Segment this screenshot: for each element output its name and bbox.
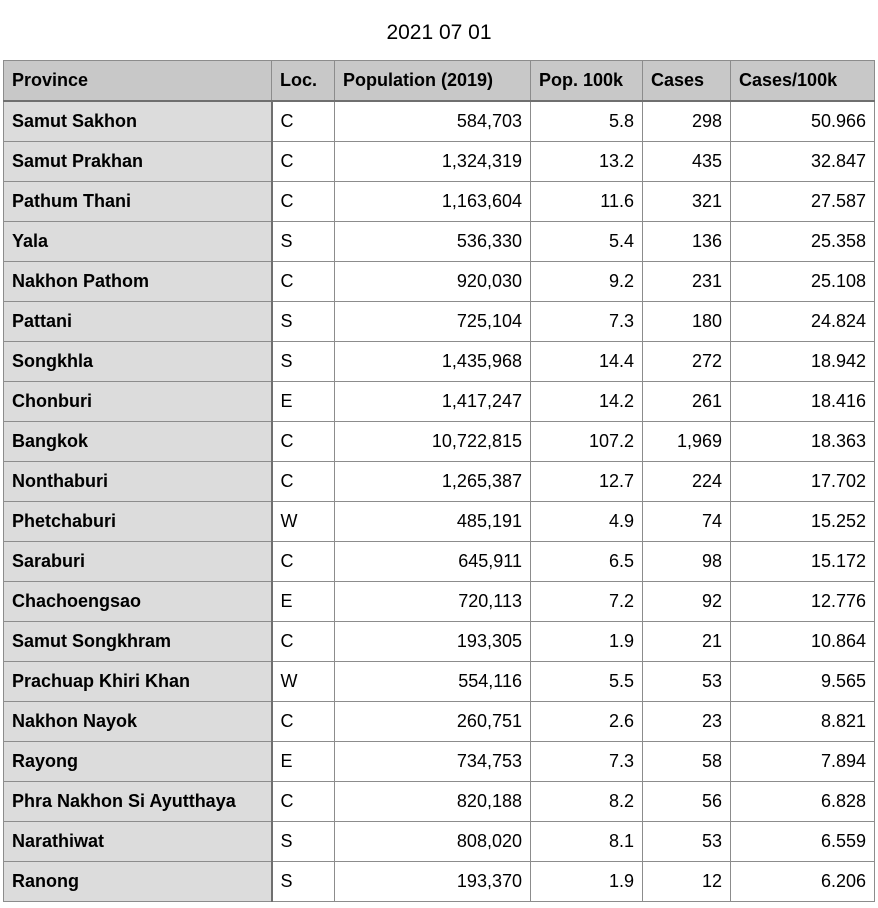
cell-loc: C bbox=[272, 542, 335, 582]
cell-cases: 224 bbox=[643, 462, 731, 502]
cell-pop-100k: 4.9 bbox=[531, 502, 643, 542]
cell-province: Phra Nakhon Si Ayutthaya bbox=[4, 782, 272, 822]
cell-cases-per-100k: 27.587 bbox=[731, 182, 875, 222]
cell-population: 584,703 bbox=[335, 101, 531, 142]
cell-province: Samut Prakhan bbox=[4, 142, 272, 182]
cell-province: Bangkok bbox=[4, 422, 272, 462]
cell-loc: E bbox=[272, 582, 335, 622]
cell-province: Chachoengsao bbox=[4, 582, 272, 622]
cell-loc: C bbox=[272, 622, 335, 662]
cell-pop-100k: 5.8 bbox=[531, 101, 643, 142]
cell-population: 10,722,815 bbox=[335, 422, 531, 462]
cell-cases-per-100k: 24.824 bbox=[731, 302, 875, 342]
cell-loc: C bbox=[272, 262, 335, 302]
table-row bbox=[4, 502, 875, 542]
cell-cases: 56 bbox=[643, 782, 731, 822]
table-row bbox=[4, 782, 875, 822]
cell-pop-100k: 8.1 bbox=[531, 822, 643, 862]
cell-cases-per-100k: 17.702 bbox=[731, 462, 875, 502]
cell-province: Saraburi bbox=[4, 542, 272, 582]
cell-pop-100k: 7.3 bbox=[531, 302, 643, 342]
cell-cases: 272 bbox=[643, 342, 731, 382]
cell-loc: C bbox=[272, 182, 335, 222]
cell-loc: C bbox=[272, 782, 335, 822]
table-row bbox=[4, 742, 875, 782]
header-pop-100k: Pop. 100k bbox=[531, 61, 643, 102]
province-cases-table bbox=[3, 60, 875, 902]
cell-province: Yala bbox=[4, 222, 272, 262]
cell-population: 808,020 bbox=[335, 822, 531, 862]
cell-cases-per-100k: 50.966 bbox=[731, 101, 875, 142]
cell-pop-100k: 12.7 bbox=[531, 462, 643, 502]
cell-pop-100k: 6.5 bbox=[531, 542, 643, 582]
header-cases: Cases bbox=[643, 61, 731, 102]
cell-pop-100k: 107.2 bbox=[531, 422, 643, 462]
cell-pop-100k: 5.4 bbox=[531, 222, 643, 262]
cell-population: 1,417,247 bbox=[335, 382, 531, 422]
cell-population: 720,113 bbox=[335, 582, 531, 622]
cell-population: 193,370 bbox=[335, 862, 531, 902]
cell-province: Phetchaburi bbox=[4, 502, 272, 542]
cell-cases: 92 bbox=[643, 582, 731, 622]
cell-cases-per-100k: 15.172 bbox=[731, 542, 875, 582]
table-row bbox=[4, 262, 875, 302]
cell-cases-per-100k: 18.363 bbox=[731, 422, 875, 462]
table-row bbox=[4, 422, 875, 462]
cell-population: 260,751 bbox=[335, 702, 531, 742]
cell-cases-per-100k: 8.821 bbox=[731, 702, 875, 742]
cell-cases: 321 bbox=[643, 182, 731, 222]
cell-cases-per-100k: 7.894 bbox=[731, 742, 875, 782]
cell-province: Songkhla bbox=[4, 342, 272, 382]
table-row bbox=[4, 342, 875, 382]
cell-loc: E bbox=[272, 742, 335, 782]
cell-pop-100k: 14.4 bbox=[531, 342, 643, 382]
cell-cases-per-100k: 25.108 bbox=[731, 262, 875, 302]
cell-cases: 298 bbox=[643, 101, 731, 142]
cell-loc: C bbox=[272, 101, 335, 142]
cell-loc: S bbox=[272, 302, 335, 342]
cell-cases: 1,969 bbox=[643, 422, 731, 462]
table-row bbox=[4, 182, 875, 222]
cell-pop-100k: 5.5 bbox=[531, 662, 643, 702]
cell-population: 193,305 bbox=[335, 622, 531, 662]
cell-loc: S bbox=[272, 342, 335, 382]
cell-province: Rayong bbox=[4, 742, 272, 782]
cell-pop-100k: 1.9 bbox=[531, 622, 643, 662]
cell-population: 1,324,319 bbox=[335, 142, 531, 182]
cell-cases-per-100k: 10.864 bbox=[731, 622, 875, 662]
cell-loc: C bbox=[272, 462, 335, 502]
cell-loc: W bbox=[272, 502, 335, 542]
cell-loc: S bbox=[272, 822, 335, 862]
cell-cases: 53 bbox=[643, 662, 731, 702]
cell-loc: C bbox=[272, 142, 335, 182]
header-province: Province bbox=[4, 61, 272, 102]
cell-cases: 261 bbox=[643, 382, 731, 422]
cell-loc: E bbox=[272, 382, 335, 422]
cell-cases-per-100k: 25.358 bbox=[731, 222, 875, 262]
cell-pop-100k: 1.9 bbox=[531, 862, 643, 902]
cell-cases-per-100k: 18.416 bbox=[731, 382, 875, 422]
header-cases-per-100k: Cases/100k bbox=[731, 61, 875, 102]
cell-loc: C bbox=[272, 702, 335, 742]
table-row bbox=[4, 862, 875, 902]
header-loc: Loc. bbox=[272, 61, 335, 102]
table-row bbox=[4, 462, 875, 502]
cell-province: Nonthaburi bbox=[4, 462, 272, 502]
table-row bbox=[4, 542, 875, 582]
cell-cases-per-100k: 15.252 bbox=[731, 502, 875, 542]
cell-province: Pattani bbox=[4, 302, 272, 342]
cell-population: 725,104 bbox=[335, 302, 531, 342]
cell-province: Nakhon Pathom bbox=[4, 262, 272, 302]
cell-population: 820,188 bbox=[335, 782, 531, 822]
table-body bbox=[4, 101, 875, 902]
table-row bbox=[4, 142, 875, 182]
cell-cases: 12 bbox=[643, 862, 731, 902]
cell-cases-per-100k: 6.559 bbox=[731, 822, 875, 862]
cell-loc: S bbox=[272, 222, 335, 262]
cell-loc: W bbox=[272, 662, 335, 702]
cell-cases: 435 bbox=[643, 142, 731, 182]
cell-cases: 74 bbox=[643, 502, 731, 542]
cell-population: 485,191 bbox=[335, 502, 531, 542]
cell-loc: C bbox=[272, 422, 335, 462]
cell-cases-per-100k: 12.776 bbox=[731, 582, 875, 622]
table-row bbox=[4, 302, 875, 342]
cell-pop-100k: 11.6 bbox=[531, 182, 643, 222]
table-row bbox=[4, 822, 875, 862]
table-row bbox=[4, 101, 875, 142]
cell-cases: 98 bbox=[643, 542, 731, 582]
cell-pop-100k: 7.3 bbox=[531, 742, 643, 782]
cell-cases: 180 bbox=[643, 302, 731, 342]
cell-province: Samut Songkhram bbox=[4, 622, 272, 662]
cell-province: Chonburi bbox=[4, 382, 272, 422]
cell-population: 1,435,968 bbox=[335, 342, 531, 382]
table-row bbox=[4, 662, 875, 702]
table-row bbox=[4, 702, 875, 742]
cell-province: Nakhon Nayok bbox=[4, 702, 272, 742]
cell-pop-100k: 13.2 bbox=[531, 142, 643, 182]
cell-cases: 23 bbox=[643, 702, 731, 742]
cell-pop-100k: 9.2 bbox=[531, 262, 643, 302]
cell-province: Ranong bbox=[4, 862, 272, 902]
cell-province: Samut Sakhon bbox=[4, 101, 272, 142]
table-row bbox=[4, 382, 875, 422]
table-row bbox=[4, 582, 875, 622]
cell-population: 1,265,387 bbox=[335, 462, 531, 502]
cell-population: 536,330 bbox=[335, 222, 531, 262]
table-row bbox=[4, 222, 875, 262]
cell-cases-per-100k: 18.942 bbox=[731, 342, 875, 382]
cell-cases: 231 bbox=[643, 262, 731, 302]
cell-cases-per-100k: 6.206 bbox=[731, 862, 875, 902]
cell-cases: 53 bbox=[643, 822, 731, 862]
cell-province: Prachuap Khiri Khan bbox=[4, 662, 272, 702]
cell-pop-100k: 2.6 bbox=[531, 702, 643, 742]
cell-cases-per-100k: 6.828 bbox=[731, 782, 875, 822]
cell-cases: 136 bbox=[643, 222, 731, 262]
cell-province: Narathiwat bbox=[4, 822, 272, 862]
cell-cases: 21 bbox=[643, 622, 731, 662]
cell-cases-per-100k: 32.847 bbox=[731, 142, 875, 182]
cell-population: 920,030 bbox=[335, 262, 531, 302]
header-row bbox=[4, 61, 875, 102]
cell-population: 645,911 bbox=[335, 542, 531, 582]
table-row bbox=[4, 622, 875, 662]
cell-pop-100k: 8.2 bbox=[531, 782, 643, 822]
cell-pop-100k: 14.2 bbox=[531, 382, 643, 422]
table-title: 2021 07 01 bbox=[386, 21, 492, 44]
cell-cases-per-100k: 9.565 bbox=[731, 662, 875, 702]
header-population: Population (2019) bbox=[335, 61, 531, 102]
cell-loc: S bbox=[272, 862, 335, 902]
cell-pop-100k: 7.2 bbox=[531, 582, 643, 622]
cell-population: 734,753 bbox=[335, 742, 531, 782]
cell-population: 554,116 bbox=[335, 662, 531, 702]
cell-cases: 58 bbox=[643, 742, 731, 782]
cell-province: Pathum Thani bbox=[4, 182, 272, 222]
cell-population: 1,163,604 bbox=[335, 182, 531, 222]
